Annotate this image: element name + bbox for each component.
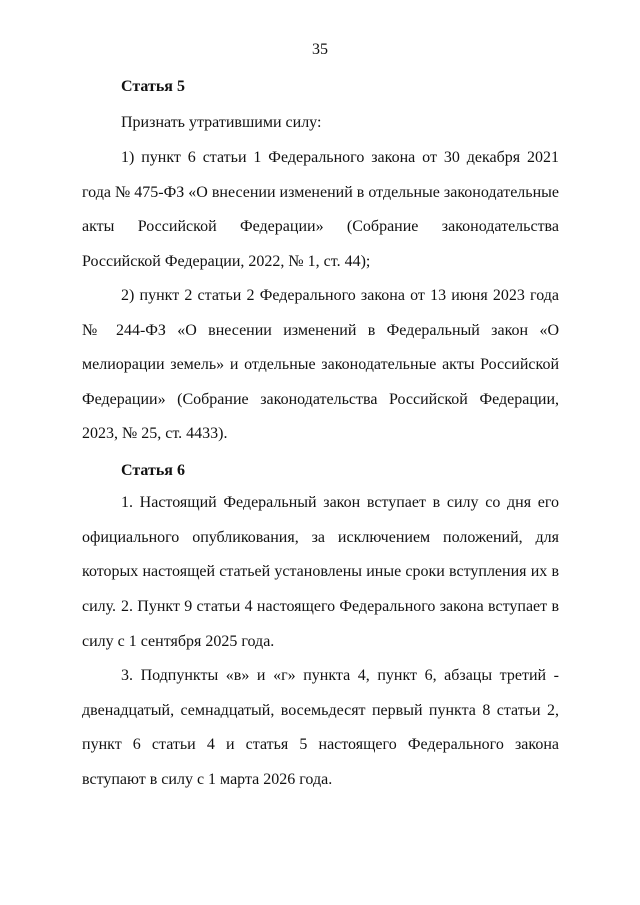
- article-5-heading: Статья 5: [121, 78, 185, 95]
- paragraph: 2. Пункт 9 статьи 4 настоящего Федерального закона вступает в силу с 1 сентября 2025 года.: [82, 598, 559, 650]
- paragraph: 1. Настоящий Федеральный закон вступает в силу со дня его официального опубликования, за исключением положений, для которых настоящей статьей установлены иные сроки вступления их в силу.: [82, 494, 559, 615]
- article-5-item-2: [82, 279, 559, 452]
- paragraph: 1) пункт 6 статьи 1 Федерального закона от 30 декабря 2021 года № 475-ФЗ «О внесении изменений в отдельные законодательные акты Российской Федерации» (Собрание законодательства Российской Федерации, 2022, № 1, ст. 44);: [82, 149, 559, 270]
- article-5-intro: Признать утратившими силу:: [121, 114, 322, 131]
- article-6-item-3: [82, 659, 559, 797]
- page-number: 35: [312, 41, 328, 58]
- article-6-heading: Статья 6: [121, 462, 185, 479]
- article-5-item-1: [82, 141, 559, 279]
- paragraph: 3. Подпункты «в» и «г» пункта 4, пункт 6, абзацы третий - двенадцатый, семнадцатый, восемьдесят первый пункта 8 статьи 2, пункт 6 статьи 4 и статья 5 настоящего Федерального закона вступают в силу с 1 марта 2026 года.: [82, 667, 559, 788]
- paragraph: 2) пункт 2 статьи 2 Федерального закона от 13 июня 2023 года № 244-ФЗ «О внесении изменений в Федеральный закон «О мелиорации земель» и отдельные законодательные акты Российской Федерации» (Собрание законодательства Российской Федерации, 2023, № 25, ст. 4433).: [82, 287, 559, 442]
- article-6-item-2: [82, 590, 559, 659]
